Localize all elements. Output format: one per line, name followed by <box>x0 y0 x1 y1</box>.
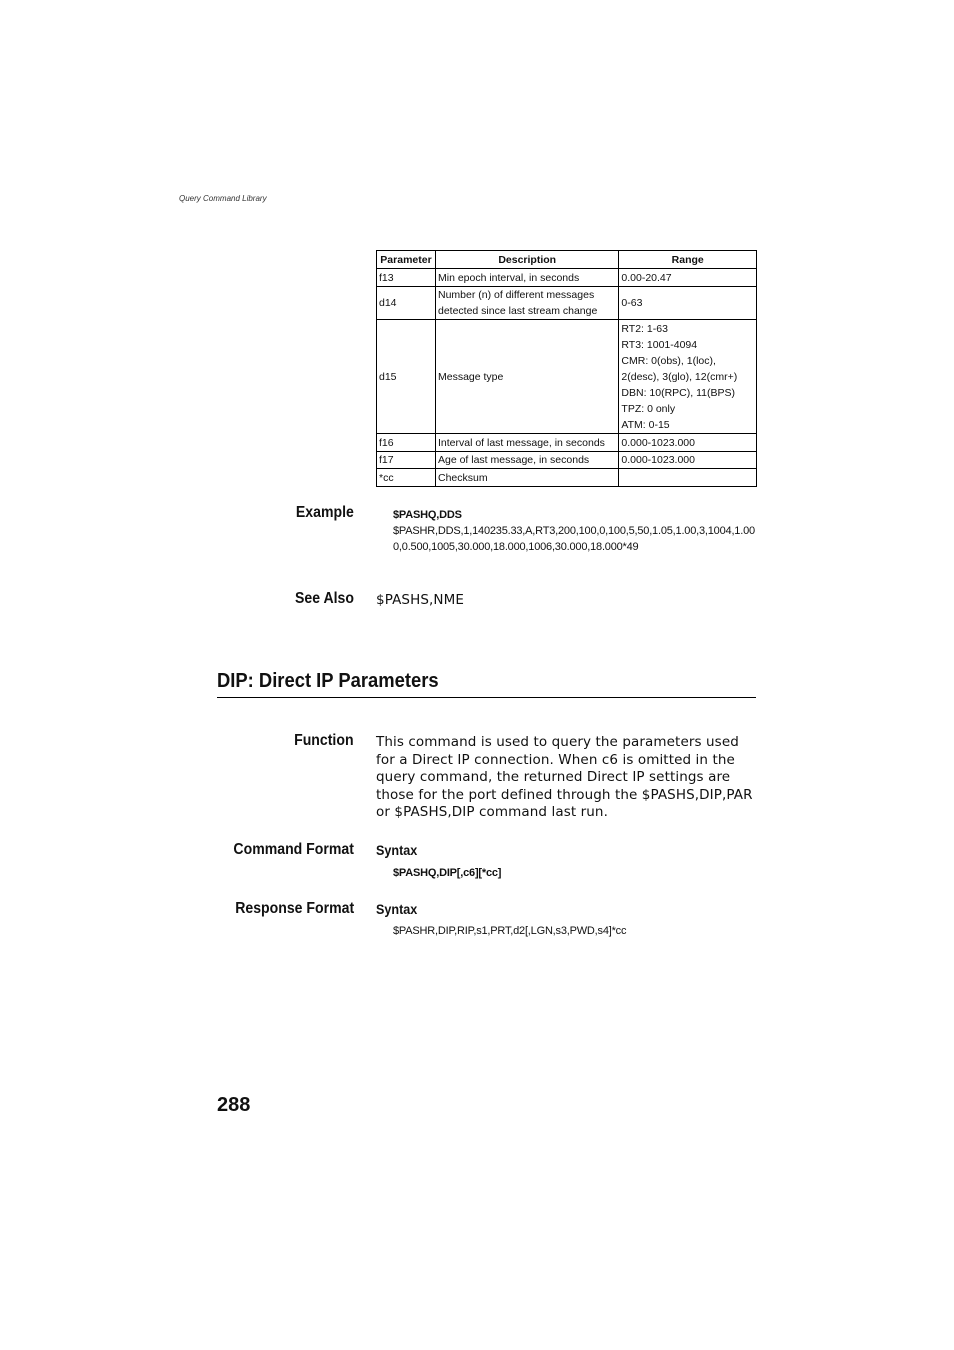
response-syntax: $PASHR,DIP,RIP,s1,PRT,d2[,LGN,s3,PWD,s4]*cc <box>393 925 627 937</box>
column-header-description: Description <box>435 251 618 269</box>
command-syntax: $PASHQ,DIP[,c6][*cc] <box>393 867 502 879</box>
cell-description: Checksum <box>435 469 618 487</box>
cell-range: 0.00-20.47 <box>619 269 757 287</box>
column-header-range: Range <box>619 251 757 269</box>
cell-description: Message type <box>435 320 618 434</box>
response-syntax-heading: Syntax <box>376 901 418 917</box>
table-header-row <box>377 251 757 269</box>
table-row <box>377 287 757 320</box>
cell-description: Number (n) of different messages detected since last stream change <box>435 287 618 320</box>
parameter-table <box>376 250 757 487</box>
table-row <box>377 452 757 469</box>
example-response-line-2: 0,0.500,1005,30.000,18.000,1006,30.000,18.000*49 <box>393 541 639 553</box>
see-also-value: $PASHS,NME <box>376 592 464 608</box>
command-syntax-heading: Syntax <box>376 842 418 858</box>
running-header: Query Command Library <box>179 194 267 203</box>
example-response-line-1: $PASHR,DDS,1,140235.33,A,RT3,200,100,0,100,5,50,1.05,1.00,3,1004,1.00 <box>393 525 755 537</box>
table-row <box>377 434 757 452</box>
cell-description: Interval of last message, in seconds <box>435 434 618 452</box>
cell-range: 0.000-1023.000 <box>619 434 757 452</box>
section-divider <box>217 697 756 698</box>
cell-range <box>619 469 757 487</box>
cell-parameter: f17 <box>377 452 436 469</box>
cell-parameter: f16 <box>377 434 436 452</box>
page-number: 288 <box>217 1094 251 1116</box>
section-title: DIP: Direct IP Parameters <box>217 670 439 692</box>
response-format-label: Response Format <box>235 900 354 917</box>
cell-parameter: *cc <box>377 469 436 487</box>
cell-parameter: d14 <box>377 287 436 320</box>
cell-range: RT2: 1-63 RT3: 1001-4094 CMR: 0(obs), 1(loc), 2(desc), 3(glo), 12(cmr+) DBN: 10(RPC), 11(BPS) TPZ: 0 only ATM: 0-15 <box>619 320 757 434</box>
table-row <box>377 269 757 287</box>
function-text: This command is used to query the parameters used for a Direct IP connection. When c6 is omitted in the query command, the returned Direct IP settings are those for the port defined through the $PASHS,DIP,PAR or $PASHS,DIP command last run. <box>376 734 753 821</box>
cell-parameter: d15 <box>377 320 436 434</box>
table-row <box>377 320 757 434</box>
function-label: Function <box>294 732 354 749</box>
table-row <box>377 469 757 487</box>
example-label: Example <box>296 504 354 521</box>
cell-parameter: f13 <box>377 269 436 287</box>
cell-range: 0-63 <box>619 287 757 320</box>
cell-description: Min epoch interval, in seconds <box>435 269 618 287</box>
cell-range: 0.000-1023.000 <box>619 452 757 469</box>
cell-description: Age of last message, in seconds <box>435 452 618 469</box>
example-query: $PASHQ,DDS <box>393 509 462 521</box>
column-header-parameter: Parameter <box>377 251 436 269</box>
command-format-label: Command Format <box>233 841 354 858</box>
see-also-label: See Also <box>295 590 354 607</box>
